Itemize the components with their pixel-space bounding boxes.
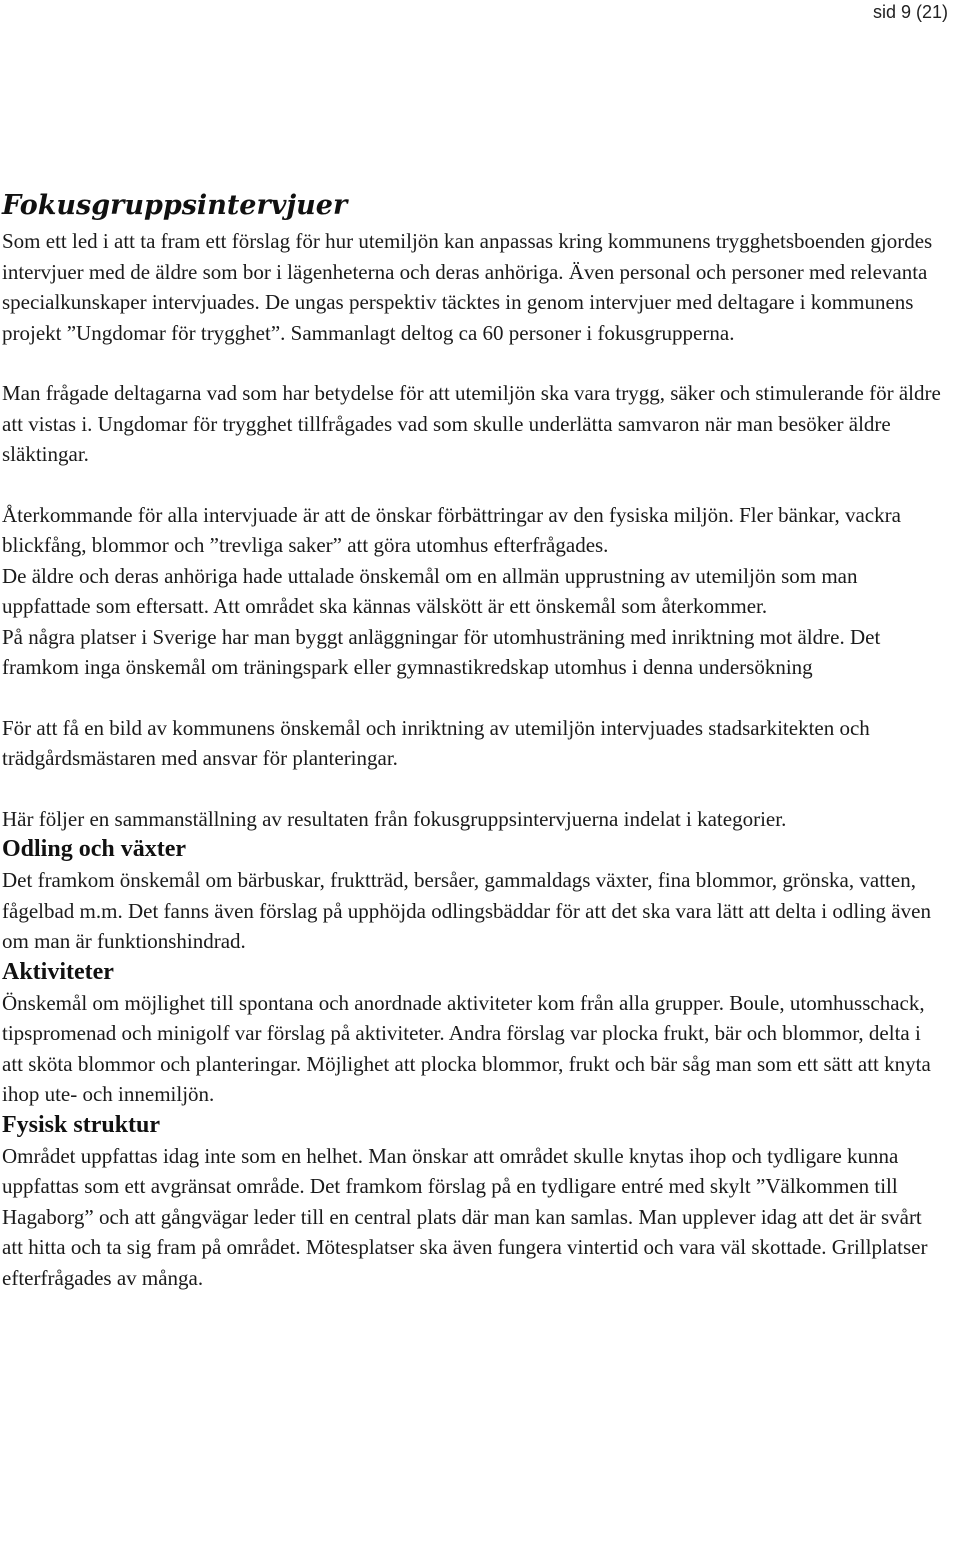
page-number: sid 9 (21)	[872, 2, 948, 22]
summary-intro-paragraph: Här följer en sammanställning av resultaten från fokusgruppsintervjuerna indelat i kategorier.	[2, 806, 787, 831]
section-text-aktiviteter: Önskemål om möjlighet till spontana och anordnade aktiviteter kom från alla grupper. Boule, utomhusschack, tipspromenad och minigolf var förslag på aktiviteter. Andra förslag var plocka frukt, bär och blommor, delta i att sköta blommor och planteringar. Möjlighet att plocka blommor, frukt och bär såg man som ett sätt att knyta ihop ute- och innemiljön.	[2, 990, 931, 1106]
document-body	[2, 186, 942, 1293]
municipality-paragraph: För att få en bild av kommunens önskemål och inriktning av utemiljön intervjuades stadsarkitekten och trädgårdsmästaren med ansvar för planteringar.	[2, 715, 870, 770]
document-title: Fokusgruppsintervjuer	[2, 190, 348, 221]
questions-paragraph: Man frågade deltagarna vad som har betydelse för att utemiljön ska vara trygg, säker och stimulerande för äldre att vistas i. Ungdomar för trygghet tillfrågades vad som skulle underlätta samvaron när man besöker äldre släktingar.	[2, 381, 941, 466]
section-text-fysisk-struktur: Området uppfattas idag inte som en helhet. Man önskar att området skulle knytas ihop och tydligare kunna uppfattas som ett avgränsat område. Det framkom förslag på en tydligare entré med skylt ”Välkommen till Hagaborg” och att gångvägar leder till en central plats där man kan samlas. Man upplever idag att det är svårt att hitta och ta sig fram på området. Mötesplatser ska även fungera vintertid och vara väl skottade. Grillplatser efterfrågades av många.	[2, 1143, 928, 1290]
elderly-wishes-paragraph: De äldre och deras anhöriga hade uttalade önskemål om en allmän upprustning av utemiljön som man uppfattade som eftersatt. Att området ska kännas välskött är ett önskemål som återkommer.	[2, 563, 858, 618]
section-heading-aktiviteter: Aktiviteter	[2, 958, 114, 985]
section-heading-odling: Odling och växter	[2, 836, 186, 862]
section-heading-fysisk-struktur: Fysisk struktur	[2, 1111, 161, 1138]
outdoor-training-paragraph: På några platser i Sverige har man byggt anläggningar för utomhusträning med inriktning mot äldre. Det framkom inga önskemål om träningspark eller gymnastikredskap utomhus i denna undersökning	[2, 624, 881, 679]
intro-paragraph: Som ett led i att ta fram ett förslag för hur utemiljön kan anpassas kring kommunens trygghetsboenden gjordes intervjuer med de äldre som bor i lägenheterna och deras anhöriga. Även personal och personer med relevanta specialkunskaper intervjuades. De ungas perspektiv täcktes in genom intervjuer med deltagare i kommunens projekt ”Ungdomar för trygghet”. Sammanlagt deltog ca 60 personer i fokusgrupperna.	[2, 229, 933, 345]
section-text-odling: Det framkom önskemål om bärbuskar, fruktträd, bersåer, gammaldags växter, fina blommor, grönska, vatten, fågelbad m.m. Det fanns även förslag på upphöjda odlingsbäddar för att det ska vara lätt att delta i odling även om man är funktionshindrad.	[2, 868, 931, 953]
physical-environment-paragraph: Återkommande för alla intervjuade är att de önskar förbättringar av den fysiska miljön. Fler bänkar, vackra blickfång, blommor och ”trevliga saker” att göra utomhus efterfrågades.	[2, 502, 901, 557]
